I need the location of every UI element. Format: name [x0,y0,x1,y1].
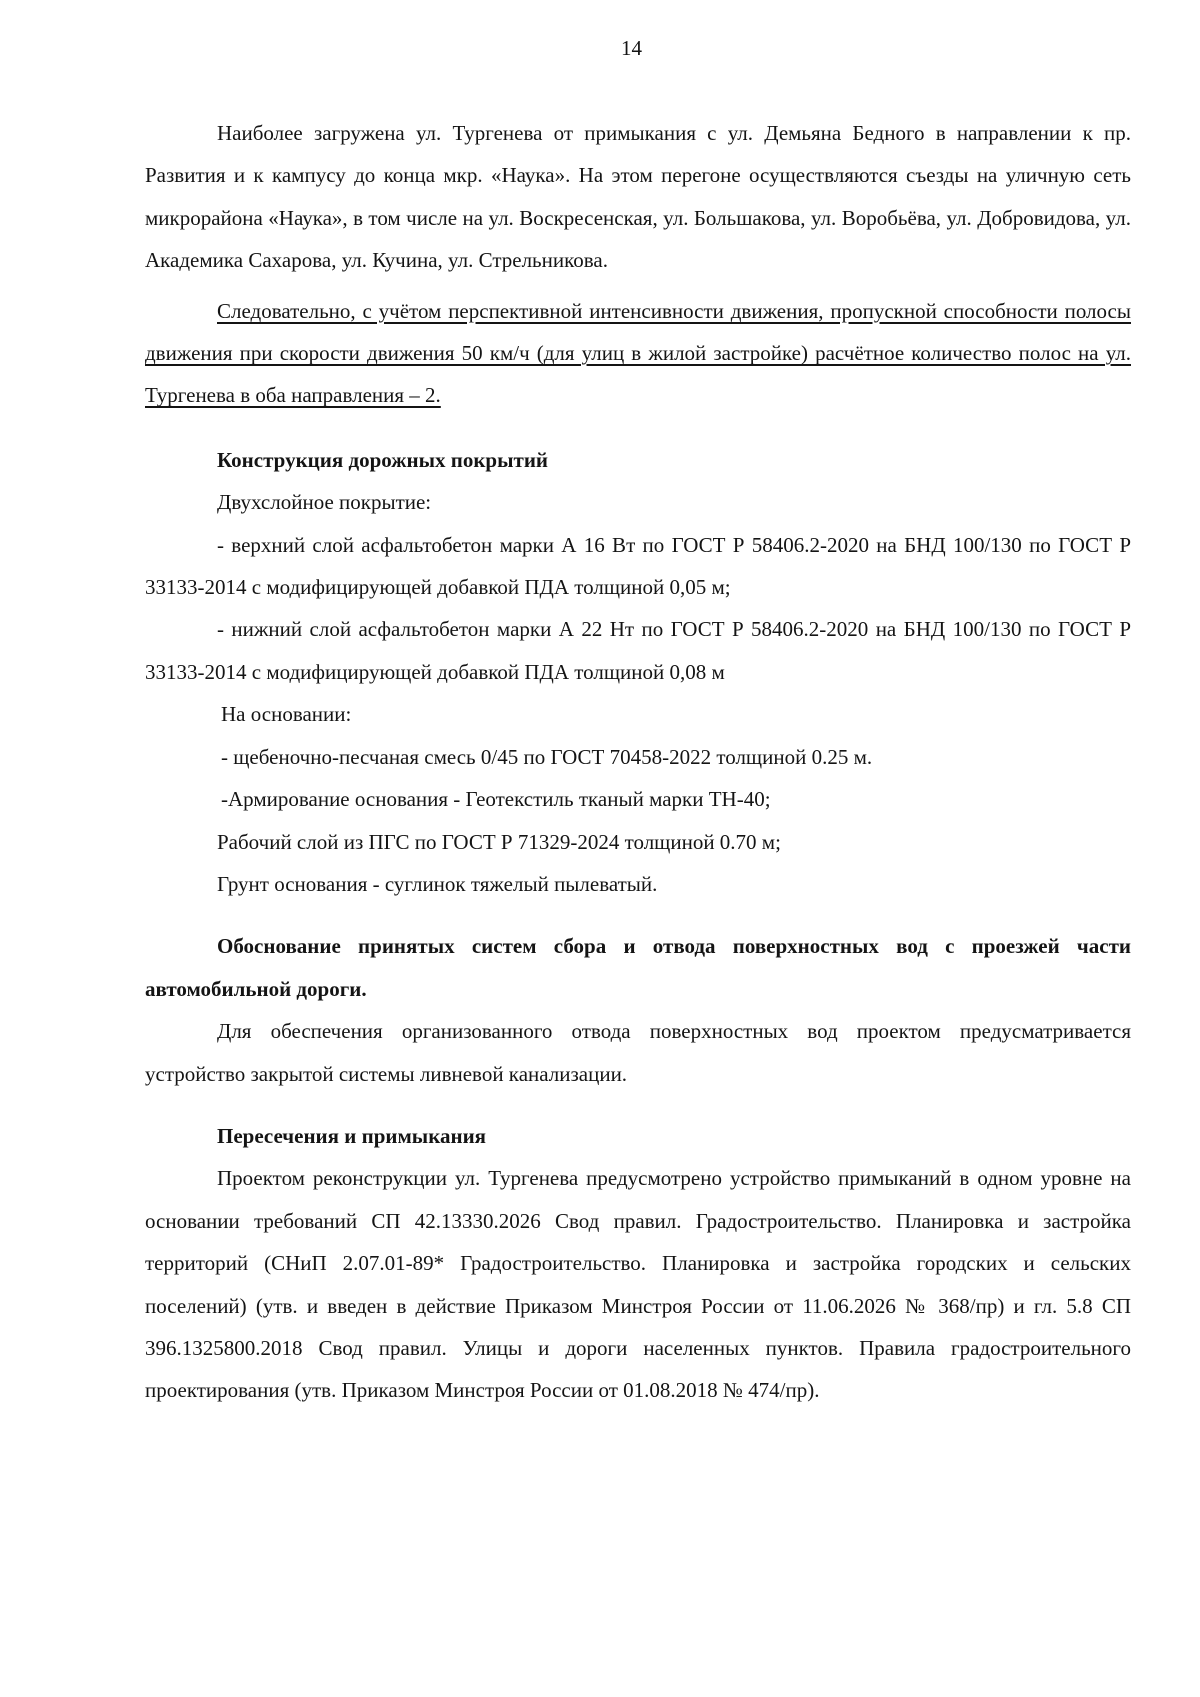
pavement-two-layer: Двухслойное покрытие: [217,490,432,515]
pavement-base-item-1: - щебеночно-песчаная смесь 0/45 по ГОСТ 70458-2022 толщиной 0.25 м. [221,744,873,769]
paragraph-traffic-load: Наиболее загружена ул. Тургенева от примыкания с ул. Демьяна Бедного в направлении к пр. Развития и к кампусу до конца мкр. «Наука». На этом перегоне осуществляются съезды на уличную сеть микрорайона «Наука», в том числе на ул. Воскресенская, ул. Большакова, ул. Воробьёва, ул. Добровидова, ул. Академика Сахарова, ул. Кучина, ул. Стрельникова. [145,121,1131,273]
document-body [145,112,1131,1412]
heading-junctions: Пересечения и примыкания [217,1123,487,1148]
page-number: 14 [621,36,642,60]
pavement-base-item-2: -Армирование основания - Геотекстиль тканый марки ТН-40; [221,787,771,812]
pavement-base-label: На основании: [221,702,352,727]
pavement-bottom-layer: - нижний слой асфальтобетон марки А 22 Нт по ГОСТ Р 58406.2-2020 на БНД 100/130 по ГОСТ Р 33133-2014 с модифицирующей добавкой ПДА толщиной 0,08 м [145,617,1131,684]
paragraph-lanes-conclusion [145,290,1131,417]
heading-pavement: Конструкция дорожных покрытий [217,447,549,472]
pavement-top-layer: - верхний слой асфальтобетон марки А 16 Вт по ГОСТ Р 58406.2-2020 на БНД 100/130 по ГОСТ Р 33133-2014 с модифицирующей добавкой ПДА толщиной 0,05 м; [145,532,1131,600]
pavement-soil: Грунт основания - суглинок тяжелый пылеватый. [217,871,658,896]
heading-drainage: Обоснование принятых систем сбора и отвода поверхностных вод с проезжей части автомобильной дороги. [145,934,1131,1001]
pavement-working-layer: Рабочий слой из ПГС по ГОСТ Р 71329-2024 толщиной 0.70 м; [217,829,781,854]
paragraph-drainage: Для обеспечения организованного отвода поверхностных вод проектом предусматривается устройство закрытой системы ливневой канализации. [145,1019,1131,1086]
paragraph-junctions: Проектом реконструкции ул. Тургенева предусмотрено устройство примыканий в одном уровне на основании требований СП 42.13330.2026 Свод правил. Градостроительство. Планировка и застройка территорий (СНиП 2.07.01-89* Градостроительство. Планировка и застройка городских и сельских поселений) (утв. и введен в действие Приказом Минстроя России от 11.06.2026 № 368/пр) и гл. 5.8 СП 396.1325800.2018 Свод правил. Улицы и дороги населенных пунктов. Правила градостроительного проектирования (утв. Приказом Минстроя России от 01.08.2018 № 474/пр). [145,1166,1131,1403]
underlined-conclusion: Следовательно, с учётом перспективной интенсивности движения, пропускной способности полосы движения при скорости движения 50 км/ч (для улиц в жилой застройке) расчётное количество полос на ул. Тургенева в оба направления – 2. [145,298,1131,408]
